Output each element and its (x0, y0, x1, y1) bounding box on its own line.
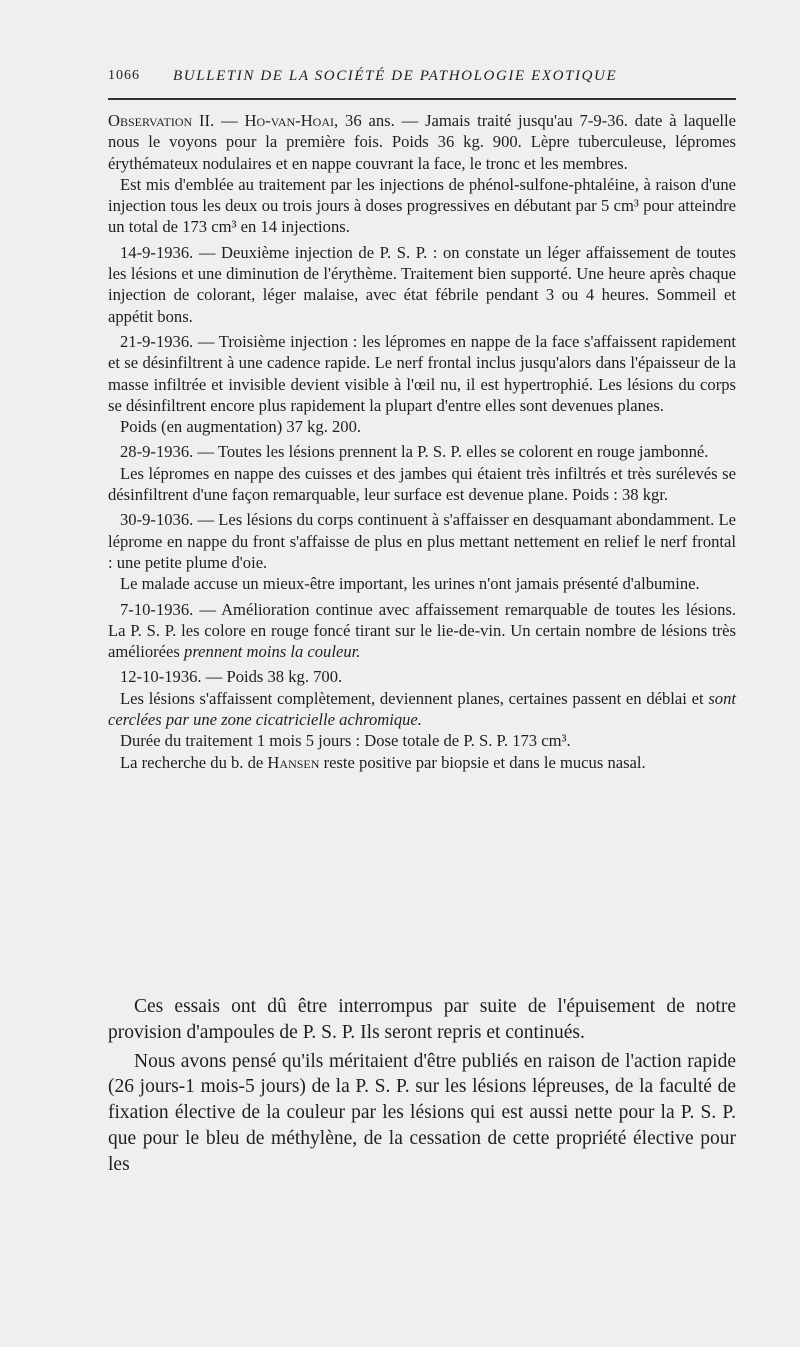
entry-5 (108, 599, 736, 663)
entry-4-detail: Le malade accuse un mieux-être important, les urines n'ont jamais présenté d'albumine. (120, 574, 700, 594)
body-paragraph-2: Nous avons pensé qu'ils méritaient d'être publiés en raison de l'action rapide (26 jours-1 mois-5 jours) de la P. S. P. sur les lésions lépreuses, de la faculté de fixation élective de la couleur par les lésions qui est aussi nette pour la P. S. P. que pour le bleu de méthylène, de la cessation de cette propriété élective pour les (108, 1050, 736, 1175)
observation-intro: Observation II. — Ho-van-Hoai, 36 ans. — Jamais traité jusqu'au 7-9-36. date à laquelle nous le voyons pour la première fois. Poids 36 kg. 900. Lèpre tuberculeuse, lépromes érythémateux nodulaires et en nappe couvrant la face, le tronc et les membres. (108, 111, 737, 173)
entry-3-detail: Les lépromes en nappe des cuisses et des jambes qui étaient très infiltrés et très surélevés se désinfiltrent d'une façon remarquable, leur surface est devenue plane. Poids : 38 kgr. (108, 463, 736, 505)
treatment-duration: Durée du traitement 1 mois 5 jours : Dose totale de P. S. P. 173 cm³. (120, 731, 571, 751)
entry-6-emphasis: sont cerclées par une zone cicatricielle achromique. (108, 688, 736, 730)
hansen-name: Hansen (267, 752, 320, 772)
observation-heading: Observation II. (108, 111, 215, 130)
entry-6: 12-10-1936. — Poids 38 kg. 700. (120, 667, 343, 687)
entry-2: 21-9-1936. — Troisième injection : les lépromes en nappe de la face s'affaissent rapidement et se désinfiltrent à une cadence rapide. Le nerf frontal inclus jusqu'alors dans l'épaisseur de la masse infiltrée et invisible devient visible à l'œil nu, il est hypertrophié. Les lésions du corps se désinfiltrent encore plus rapidement la plupart d'entre elles sont devenues planes. (108, 331, 736, 415)
entry-6-detail (108, 688, 736, 731)
hansen-search-post: reste positive par biopsie et dans le mucus nasal. (319, 752, 646, 772)
hansen-search-pre: La recherche du b. de (120, 752, 268, 772)
body-paragraph-1: Ces essais ont dû être interrompus par suite de l'épuisement de notre provision d'ampoules de P. S. P. Ils seront repris et continués. (108, 996, 736, 1043)
observation-section (108, 110, 736, 773)
body-text (108, 994, 736, 1178)
entry-4: 30-9-1036. — Les lésions du corps continuent à s'affaisser en desquamant abondamment. Le léprome en nappe du front s'affaisse de plus en plus mettant nettement en relief le nerf frontal : une petite plume d'oie. (108, 510, 736, 572)
page-number: 1066 (108, 68, 140, 83)
entry-1: 14-9-1936. — Deuxième injection de P. S. P. : on constate un léger affaissement de toutes les lésions et une diminution de l'érythème. Traitement bien supporté. Une heure après chaque injection de colorant, léger malaise, avec état fébrile pendant 3 ou 4 heures. Sommeil et appétit bons. (108, 242, 736, 326)
entry-2-weight: Poids (en augmentation) 37 kg. 200. (120, 417, 362, 437)
treatment-paragraph: Est mis d'emblée au traitement par les injections de phénol-sulfone-phtaléine, à raison d'une injection tous les deux ou trois jours à doses progressives en débutant par 5 cm³ pour atteindre un total de 173 cm³ en 14 injections. (108, 174, 736, 237)
entry-5-emphasis: prennent moins la couleur. (184, 642, 361, 662)
entry-5-text: 7-10-1936. — Amélioration continue avec affaissement remarquable de toutes les lésions. La P. S. P. les colore en rouge foncé tirant sur le lie-de-vin. Un certain nombre de lésions très améliorées (108, 599, 736, 662)
entry-3: 28-9-1936. — Toutes les lésions prennent la P. S. P. elles se colorent en rouge jambonné. (120, 442, 709, 462)
journal-title: BULLETIN DE LA SOCIÉTÉ DE PATHOLOGIE EXOTIQUE (173, 68, 618, 84)
entry-6-detail-text: Les lésions s'affaissent complètement, deviennent planes, certaines passent en déblai et (120, 688, 709, 708)
observation-intro-text: , 36 ans. — Jamais traité jusqu'au 7-9-36. date à laquelle nous le voyons pour la première fois. Poids 36 kg. 900. Lèpre tuberculeuse, lépromes érythémateux nodulaires et en nappe couvrant la face, le tronc et les membres. (108, 111, 737, 173)
header-rule (108, 98, 736, 100)
patient-name: Ho-van-Hoai (244, 111, 335, 130)
hansen-search (108, 752, 736, 773)
